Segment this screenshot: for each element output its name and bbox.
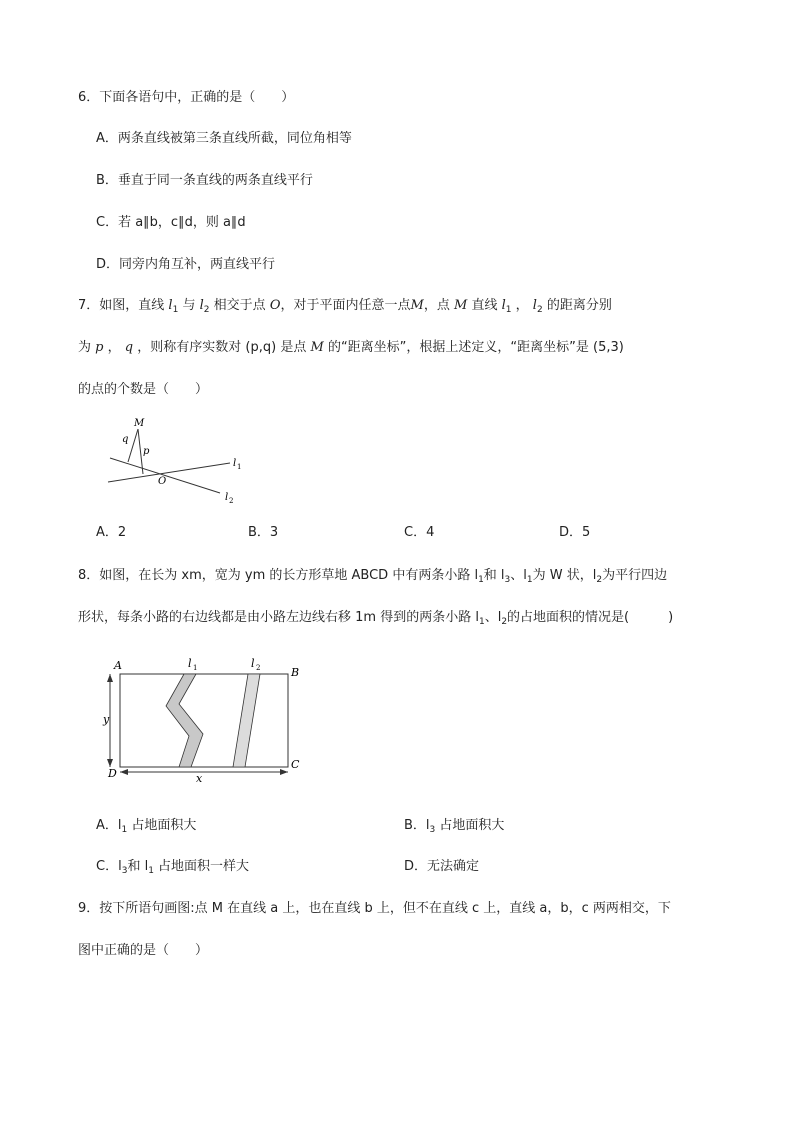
q7-line-3: 的点的个数是（ ） <box>78 382 209 397</box>
line-l1 <box>108 463 230 482</box>
label-p: p <box>143 446 150 457</box>
label-l2: l <box>251 657 255 670</box>
label-D: D <box>108 767 117 780</box>
label-C: C <box>291 758 300 771</box>
q7-option-d: D．5 <box>559 525 591 540</box>
label-O: O <box>158 476 167 487</box>
q7-line-1: 7．如图，直线 $l_1$ 与 $l_2$ 相交于点 O，对于平面内任意一点M，点 M 直线 $l_1$ ， $l_2$ 的距离分别 <box>78 298 612 315</box>
q9-line-2: 图中正确的是（ ） <box>78 943 209 958</box>
q6-option-c: C．若 a∥b，c∥d，则 a∥d <box>96 215 246 230</box>
q8-line-2: 形状，每条小路的右边线都是由小路左边线右移 1m 得到的两条小路 $l_1$、$l_2$的占地面积的情况是( ) <box>78 610 674 627</box>
label-A: A <box>114 659 122 672</box>
label-y: y <box>103 713 110 726</box>
q6-option-b: B．垂直于同一条直线的两条直线平行 <box>96 173 313 188</box>
label-l1-sub: 1 <box>193 664 198 672</box>
q8-option-c: C．$l_3$和 $l_1$ 占地面积一样大 <box>96 859 250 876</box>
q8-line-1: 8．如图，在长为 xm，宽为 ym 的长方形草地 ABCD 中有两条小路 $l_1$和 $l_3$、$l_1$为 W 状，$l_2$为平行四边 <box>78 568 668 585</box>
q8-option-a: A．$l_1$ 占地面积大 <box>96 818 197 835</box>
label-l1: l <box>188 657 192 670</box>
label-l2: l <box>225 492 229 503</box>
q8-option-b: B．$l_3$ 占地面积大 <box>404 818 505 835</box>
q7-option-c: C．4 <box>404 525 435 540</box>
q7-figure <box>100 414 260 510</box>
y-arrow-top <box>107 674 113 682</box>
q7-line-2: 为 p ， q ，则称有序实数对 (p,q) 是点 M 的“距离坐标”，根据上述定义，“距离坐标”是 (5,3) <box>78 340 624 355</box>
label-q: q <box>122 434 129 445</box>
path-l2 <box>233 674 260 767</box>
label-l2-sub: 2 <box>256 664 261 672</box>
q8-option-d: D．无法确定 <box>404 859 480 874</box>
label-l1: l <box>233 458 237 469</box>
q7-option-b: B．3 <box>248 525 279 540</box>
label-l2-sub: 2 <box>229 497 234 505</box>
label-l1-sub: 1 <box>237 463 242 471</box>
y-arrow-bottom <box>107 759 113 767</box>
q6-option-a: A．两条直线被第三条直线所截，同位角相等 <box>96 131 352 146</box>
q6-option-d: D．同旁内角互补，两直线平行 <box>96 257 276 272</box>
rectangle-abcd <box>120 674 288 767</box>
q9-line-1: 9．按下所语句画图:点 M 在直线 a 上，也在直线 b 上，但不在直线 c 上，直线 a，b，c 两两相交，下 <box>78 901 671 916</box>
x-arrow-left <box>120 769 128 775</box>
label-B: B <box>291 666 300 679</box>
q6-stem: 6．下面各语句中，正确的是（ ） <box>78 90 295 105</box>
q8-figure <box>100 652 320 788</box>
label-x: x <box>196 772 203 785</box>
path-l1 <box>166 674 203 767</box>
x-arrow-right <box>280 769 288 775</box>
segment-q <box>128 429 138 462</box>
label-M: M <box>134 418 145 429</box>
q7-option-a: A．2 <box>96 525 127 540</box>
